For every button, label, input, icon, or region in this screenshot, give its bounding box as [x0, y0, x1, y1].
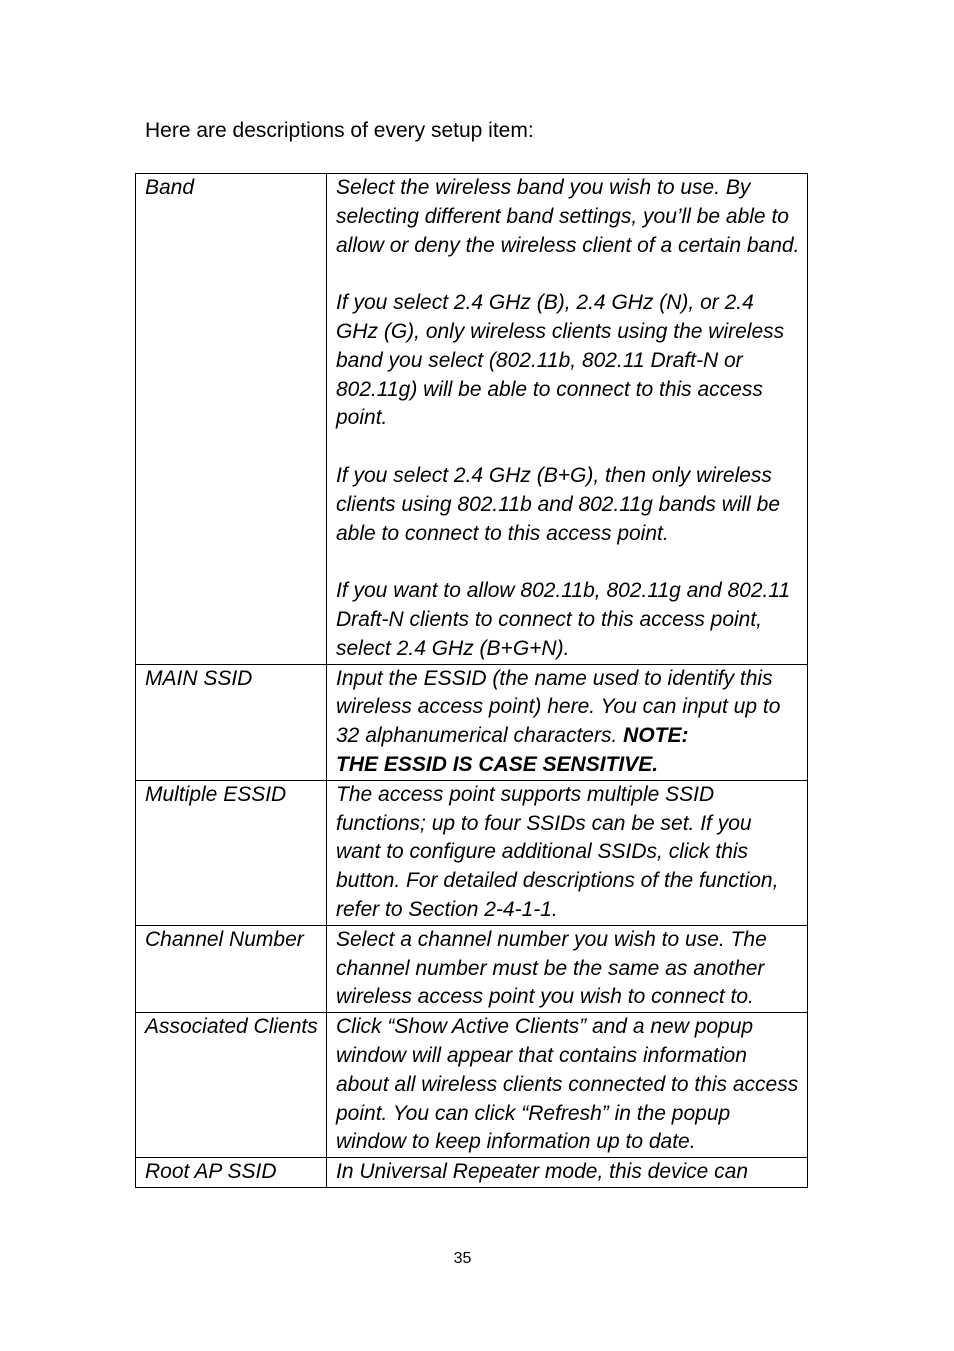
table-row-associated-clients: [136, 1013, 808, 1158]
item-label: Band: [136, 174, 327, 665]
item-label: Multiple ESSID: [136, 780, 327, 925]
item-label: Channel Number: [136, 925, 327, 1012]
item-description: [327, 174, 808, 665]
item-description: [327, 664, 808, 780]
table-row-main-ssid: [136, 664, 808, 780]
intro-text: Here are descriptions of every setup item:: [145, 119, 534, 142]
description-paragraph: Select the wireless band you wish to use. By selecting different band settings, you’ll be able to allow or deny the wireless client of a certain band.: [336, 176, 800, 257]
description-paragraph: If you select 2.4 GHz (B+G), then only wireless clients using 802.11b and 802.11g bands will be able to connect to this access point.: [336, 463, 781, 545]
item-description: Select a channel number you wish to use. The channel number must be the same as another wireless access point you wish to connect to.: [327, 925, 808, 1012]
setup-items-table: [135, 173, 808, 1188]
table-row-multiple-essid: [136, 780, 808, 925]
item-description: In Universal Repeater mode, this device can: [327, 1158, 808, 1188]
table-row-channel-number: [136, 925, 808, 1012]
note-text: THE ESSID IS CASE SENSITIVE.: [336, 752, 659, 776]
item-description: The access point supports multiple SSID functions; up to four SSIDs can be set. If you want to configure additional SSIDs, click this button. For detailed descriptions of the function, refer to Section 2-4-1-1.: [327, 780, 808, 925]
description-paragraph: If you select 2.4 GHz (B), 2.4 GHz (N), or 2.4 GHz (G), only wireless clients using the wireless band you select (802.11b, 802.11 Draft-N or 802.11g) will be able to connect to this access point.: [336, 291, 785, 430]
item-label: MAIN SSID: [136, 664, 327, 780]
description-text: Input the ESSID (the name used to identify this wireless access point) here. You can input up to 32 alphanumerical characters.: [336, 666, 781, 748]
item-label: Root AP SSID: [136, 1158, 327, 1188]
table-row-band: [136, 174, 808, 665]
item-label: Associated Clients: [136, 1013, 327, 1158]
item-description: Click “Show Active Clients” and a new popup window will appear that contains information about all wireless clients connected to this access point. You can click “Refresh” in the popup window to keep information up to date.: [327, 1013, 808, 1158]
description-paragraph: If you want to allow 802.11b, 802.11g and 802.11 Draft-N clients to connect to this access point, select 2.4 GHz (B+G+N).: [336, 579, 791, 660]
page-number: 35: [453, 1250, 472, 1267]
note-label: NOTE:: [623, 724, 689, 748]
table-row-root-ap-ssid: [136, 1158, 808, 1188]
